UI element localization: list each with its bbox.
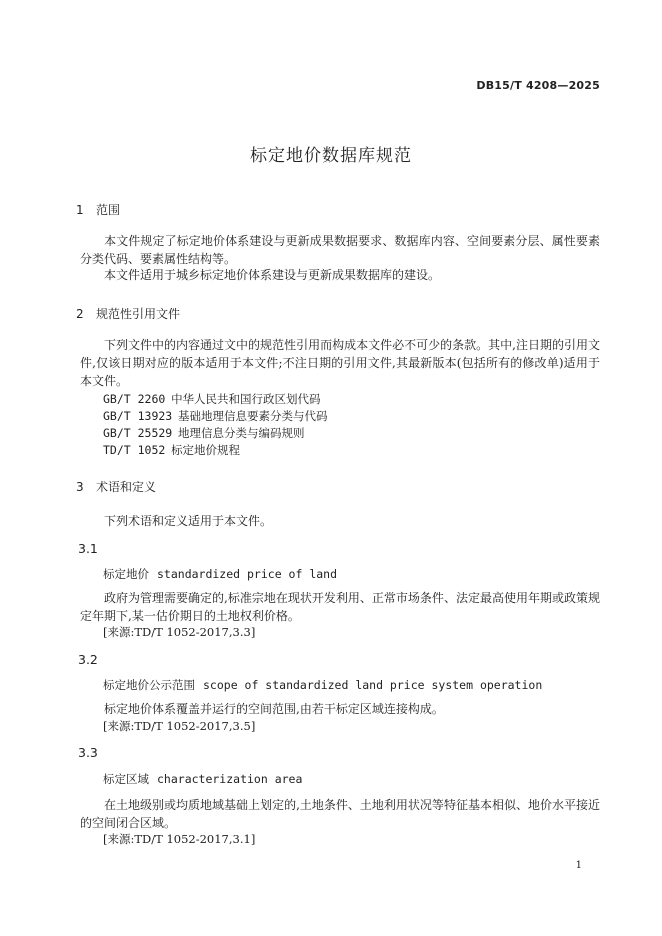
section-title: 规范性引用文件: [96, 307, 181, 321]
section-number: 2: [76, 307, 84, 321]
term-cn: 标定区域: [103, 772, 149, 786]
document-title: 标定地价数据库规范: [250, 146, 412, 166]
term-en: standardized price of land: [157, 567, 338, 581]
section-title: 范围: [96, 203, 121, 217]
term-cn: 标定地价公示范围: [103, 678, 195, 692]
reference-item: GB/T 2260 中华人民共和国行政区划代码: [103, 392, 321, 406]
reference-item: GB/T 25529 地理信息分类与编码规则: [103, 426, 305, 440]
section-number: 1: [76, 203, 84, 217]
section-2-paragraph-1: 下列文件中的内容通过文中的规范性引用而构成本文件必不可少的条款。其中,注日期的引用文件,仅该日期对应的版本适用于本文件;不注日期的引用文件,其最新版本(包括所有的修改单)适用于本文件。: [80, 338, 600, 388]
term-definition: 在土地级别或均质地域基础上划定的,土地条件、土地利用状况等特征基本相似、地价水平接近的空间闭合区域。: [80, 798, 600, 830]
section-title: 术语和定义: [96, 480, 157, 494]
term-source: [来源:TD/T 1052-2017,3.5]: [103, 719, 256, 733]
section-3-heading: [76, 478, 156, 495]
section-1-paragraph-1: 本文件规定了标定地价体系建设与更新成果数据要求、数据库内容、空间要素分层、属性要素分类代码、要素属性结构等。: [80, 234, 600, 266]
term-cn: 标定地价: [103, 567, 149, 581]
term-source: [来源:TD/T 1052-2017,3.1]: [103, 832, 256, 846]
term-definition: 政府为管理需要确定的,标准宗地在现状开发利用、正常市场条件、法定最高使用年期或政策规定年期下,某一估价期日的土地权利价格。: [80, 591, 600, 623]
section-number: 3: [76, 480, 84, 494]
term-en: characterization area: [157, 772, 303, 786]
term-number: 3.3: [78, 745, 98, 760]
term-definition: 标定地价体系覆盖并运行的空间范围,由若干标定区域连接构成。: [104, 702, 444, 716]
standard-code: DB15/T 4208—2025: [476, 79, 600, 92]
section-2-heading: [76, 305, 180, 322]
reference-item: GB/T 13923 基础地理信息要素分类与代码: [103, 409, 328, 423]
term-number: 3.2: [78, 652, 98, 667]
section-1-paragraph-2: 本文件适用于城乡标定地价体系建设与更新成果数据库的建设。: [104, 268, 441, 282]
term-number: 3.1: [78, 541, 98, 556]
term-heading: [103, 677, 542, 693]
page-number: 1: [575, 860, 582, 871]
term-heading: [103, 771, 302, 787]
term-source: [来源:TD/T 1052-2017,3.3]: [103, 625, 256, 639]
term-heading: [103, 566, 337, 582]
reference-item: TD/T 1052 标定地价规程: [103, 443, 241, 457]
term-en: scope of standardized land price system operation: [203, 678, 543, 692]
section-1-heading: [76, 201, 120, 218]
section-3-intro: 下列术语和定义适用于本文件。: [104, 514, 273, 528]
